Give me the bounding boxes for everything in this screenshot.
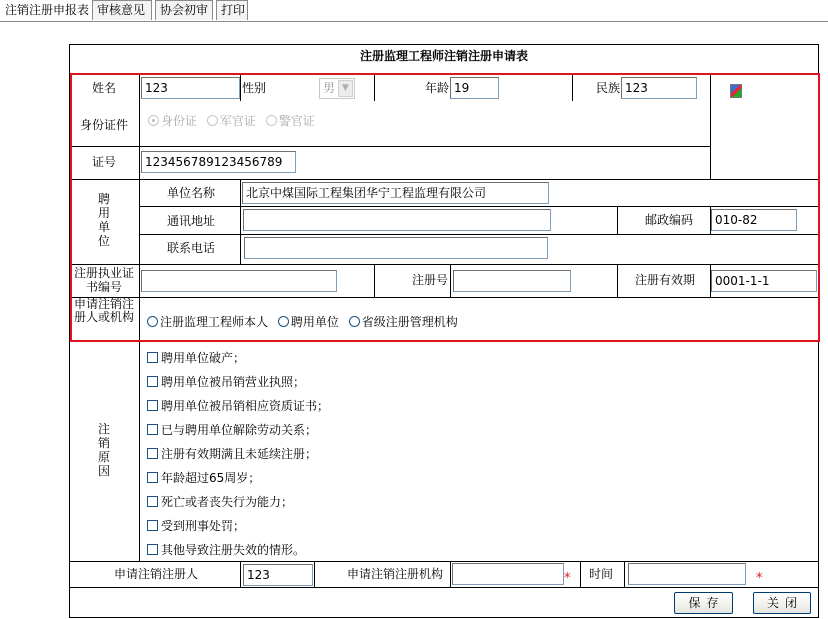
radio-icon	[148, 115, 159, 126]
person-input[interactable]: 123	[243, 564, 313, 586]
reg-no-label: 注册号	[412, 273, 449, 287]
reason-checkbox[interactable]: 死亡或者丧失行为能力；	[147, 495, 293, 509]
radio-icon	[349, 316, 360, 327]
reason-checkbox[interactable]: 受到刑事处罚；	[147, 519, 245, 533]
id-number-label: 证号	[91, 155, 116, 169]
applicant-option[interactable]: 聘用单位	[278, 315, 339, 329]
radio-icon	[266, 115, 277, 126]
applicant-option[interactable]: 省级注册管理机构	[349, 315, 458, 329]
applicant-label: 申请注销注册人或机构	[73, 297, 134, 324]
tab-cancellation-form[interactable]: 注销注册申报表	[0, 0, 88, 20]
name-input[interactable]: 123	[141, 77, 240, 99]
gender-label: 性别	[242, 81, 267, 95]
name-label: 姓名	[91, 81, 116, 95]
org-label: 申请注销注册机构	[347, 567, 444, 581]
checkbox-icon	[147, 472, 158, 483]
tab-association-review[interactable]: 协会初审	[155, 0, 213, 20]
time-label: 时间	[589, 567, 614, 581]
id-type-label: 身份证件	[79, 118, 128, 132]
postcode-label: 邮政编码	[645, 213, 694, 227]
person-label: 申请注销注册人	[114, 567, 199, 581]
tab-print[interactable]: 打印	[216, 0, 248, 20]
checkbox-icon	[147, 424, 158, 435]
applicant-radio-group	[147, 315, 464, 329]
employer-label: 聘用单位	[97, 192, 110, 248]
address-label: 通讯地址	[167, 214, 216, 228]
id-type-option[interactable]: 身份证	[148, 114, 197, 128]
gender-select[interactable]	[319, 78, 355, 99]
checkbox-icon	[147, 520, 158, 531]
valid-input[interactable]: 0001-1-1	[711, 270, 817, 292]
form-title: 注册监理工程师注销注册申请表	[359, 49, 528, 63]
phone-label: 联系电话	[167, 241, 216, 255]
age-input[interactable]: 19	[450, 77, 499, 99]
id-type-option[interactable]: 军官证	[207, 114, 256, 128]
photo-placeholder-icon[interactable]	[730, 84, 742, 98]
valid-label: 注册有效期	[635, 273, 696, 287]
applicant-option[interactable]: 注册监理工程师本人	[147, 315, 268, 329]
checkbox-icon	[147, 376, 158, 387]
cancellation-form	[69, 44, 819, 618]
phone-input[interactable]	[244, 237, 548, 259]
reason-checkbox[interactable]: 聘用单位破产；	[147, 351, 245, 365]
id-number-input[interactable]: 123456789123456789	[141, 151, 296, 173]
reason-checkbox[interactable]: 已与聘用单位解除劳动关系；	[147, 423, 317, 437]
close-button[interactable]: 关闭	[753, 592, 811, 614]
ethnic-label: 民族	[596, 81, 621, 95]
checkbox-icon	[147, 448, 158, 459]
checkbox-icon	[147, 496, 158, 507]
reason-checkbox[interactable]: 年龄超过65周岁；	[147, 471, 260, 485]
reason-checkbox[interactable]: 注册有效期满且未延续注册；	[147, 447, 317, 461]
unit-name-input[interactable]: 北京中煤国际工程集团华宁工程监理有限公司	[242, 182, 549, 204]
reason-checkbox[interactable]: 聘用单位被吊销相应资质证书；	[147, 399, 329, 413]
reason-label: 注销原因	[97, 422, 110, 478]
reason-checkbox[interactable]: 其他导致注册失效的情形。	[147, 543, 305, 557]
time-input[interactable]	[628, 563, 746, 585]
id-type-option[interactable]: 警官证	[266, 114, 315, 128]
required-mark: *	[756, 571, 763, 586]
id-type-radio-group	[148, 114, 321, 128]
required-mark: *	[564, 571, 571, 586]
tab-review-opinion[interactable]: 审核意见	[92, 0, 152, 20]
checkbox-icon	[147, 400, 158, 411]
reason-checkbox[interactable]: 聘用单位被吊销营业执照；	[147, 375, 305, 389]
checkbox-icon	[147, 352, 158, 363]
age-label: 年龄	[425, 81, 450, 95]
radio-icon	[278, 316, 289, 327]
reg-no-input[interactable]	[453, 270, 571, 292]
radio-icon	[207, 115, 218, 126]
postcode-input[interactable]: 010-82	[711, 209, 797, 231]
chevron-down-icon: ▼	[338, 80, 353, 97]
checkbox-icon	[147, 544, 158, 555]
save-button[interactable]: 保存	[674, 592, 733, 614]
radio-icon	[147, 316, 158, 327]
ethnic-input[interactable]: 123	[621, 77, 697, 99]
address-input[interactable]	[243, 209, 551, 231]
cert-no-label: 注册执业证书编号	[73, 266, 134, 294]
unit-name-label: 单位名称	[167, 186, 216, 200]
gender-value: 男	[323, 81, 336, 95]
tab-divider	[0, 21, 828, 22]
org-input[interactable]	[452, 563, 564, 585]
cert-no-input[interactable]	[141, 270, 337, 292]
